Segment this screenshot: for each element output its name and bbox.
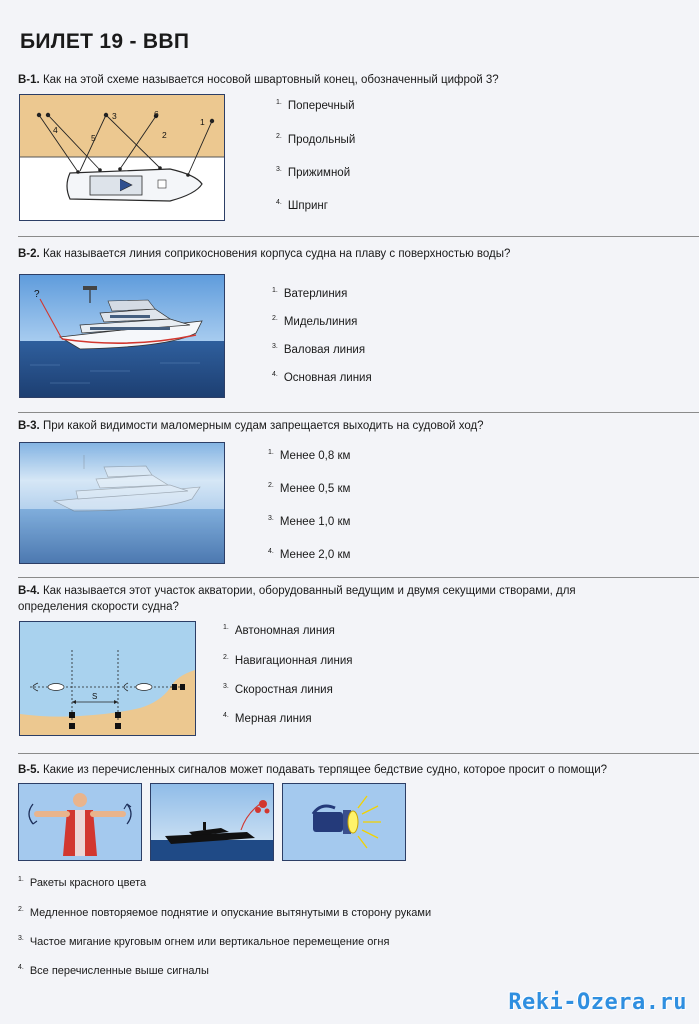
q1-answer-4[interactable] bbox=[276, 199, 328, 212]
q5-answer-4[interactable] bbox=[18, 964, 209, 977]
line-label-6: 6 bbox=[154, 109, 159, 119]
q2-answer-2[interactable] bbox=[272, 315, 357, 328]
q2-answer-1-text: Ватерлиния bbox=[283, 288, 348, 300]
q4-answer-4-number: 4. bbox=[223, 712, 229, 719]
q4-answer-4[interactable] bbox=[223, 712, 312, 725]
q5-answer-2[interactable] bbox=[18, 906, 431, 919]
q3-answer-1-text: Менее 0,8 км bbox=[279, 450, 351, 462]
separator bbox=[18, 412, 699, 413]
question-2 bbox=[18, 246, 688, 262]
q4-answer-3-text: Скоростная линия bbox=[234, 684, 333, 696]
q1-answer-1[interactable] bbox=[276, 99, 355, 112]
q4-answer-2[interactable] bbox=[223, 654, 352, 667]
line-label-5: 5 bbox=[91, 133, 96, 143]
q2-answer-4-number: 4. bbox=[272, 371, 278, 378]
q5-answer-1-text: Ракеты красного цвета bbox=[29, 877, 147, 889]
q4-answer-4-text: Мерная линия bbox=[234, 713, 312, 725]
q1-answer-4-number: 4. bbox=[276, 199, 282, 206]
waterline-picture bbox=[19, 274, 225, 398]
q3-answer-4-text: Менее 2,0 км bbox=[279, 549, 351, 561]
q1-answer-3[interactable] bbox=[276, 166, 350, 179]
question-4 bbox=[18, 583, 688, 615]
q2-answer-4-text: Основная линия bbox=[283, 372, 372, 384]
q5-answer-3-text: Частое мигание круговым огнем или вертикальное перемещение огня bbox=[29, 936, 390, 948]
question-5-text: Какие из перечисленных сигналов может подавать терпящее бедствие судно, которое просит о помощи? bbox=[42, 764, 608, 776]
question-3-number: В-3. bbox=[18, 420, 40, 432]
separator bbox=[18, 753, 699, 754]
waterline-question-mark: ? bbox=[34, 289, 40, 300]
q1-answer-4-text: Шпринг bbox=[287, 200, 328, 212]
q5-answer-1[interactable] bbox=[18, 876, 146, 889]
q5-answer-4-text: Все перечисленные выше сигналы bbox=[29, 965, 209, 977]
q5-answer-1-number: 1. bbox=[18, 876, 24, 883]
question-5-number: В-5. bbox=[18, 764, 40, 776]
line-label-2: 2 bbox=[162, 130, 167, 140]
question-2-text: Как называется линия соприкосновения корпуса судна на плаву с поверхностью воды? bbox=[42, 248, 511, 260]
q3-answer-4[interactable] bbox=[268, 548, 350, 561]
q2-answer-3-number: 3. bbox=[272, 343, 278, 350]
question-1-number: В-1. bbox=[18, 74, 40, 86]
q2-answer-1[interactable] bbox=[272, 287, 347, 300]
question-4-text-line-1: Как называется этот участок акватории, оборудованный ведущим и двумя секущими створами, для bbox=[42, 585, 576, 597]
arm-signal-picture bbox=[18, 783, 142, 861]
separator bbox=[18, 577, 699, 578]
q5-answer-4-number: 4. bbox=[18, 964, 24, 971]
q3-answer-2-number: 2. bbox=[268, 482, 274, 489]
visibility-picture bbox=[19, 442, 225, 564]
light-signal-picture bbox=[282, 783, 406, 861]
separator bbox=[18, 236, 699, 237]
question-2-number: В-2. bbox=[18, 248, 40, 260]
site-watermark: Reki-Ozera.ru bbox=[508, 990, 687, 1015]
q1-answer-3-text: Прижимной bbox=[287, 167, 351, 179]
q5-answer-2-number: 2. bbox=[18, 906, 24, 913]
flare-signal-picture bbox=[150, 783, 274, 861]
q5-answer-3-number: 3. bbox=[18, 935, 24, 942]
q1-answer-2[interactable] bbox=[276, 133, 355, 146]
line-label-3: 3 bbox=[112, 111, 117, 121]
q1-answer-2-number: 2. bbox=[276, 133, 282, 140]
q3-answer-3[interactable] bbox=[268, 515, 350, 528]
q1-answer-2-text: Продольный bbox=[287, 134, 356, 146]
q2-answer-3[interactable] bbox=[272, 343, 365, 356]
measured-mile-diagram bbox=[19, 621, 196, 736]
q3-answer-1[interactable] bbox=[268, 449, 350, 462]
question-5 bbox=[18, 762, 688, 778]
q5-answer-2-text: Медленное повторяемое поднятие и опускание вытянутыми в сторону руками bbox=[29, 907, 432, 919]
mooring-diagram bbox=[19, 94, 225, 221]
q3-answer-2-text: Менее 0,5 км bbox=[279, 483, 351, 495]
q4-answer-1[interactable] bbox=[223, 624, 335, 637]
ticket-title: БИЛЕТ 19 - ВВП bbox=[20, 30, 190, 53]
q5-answer-3[interactable] bbox=[18, 935, 389, 948]
q1-answer-1-text: Поперечный bbox=[287, 100, 355, 112]
q4-answer-1-text: Автономная линия bbox=[234, 625, 335, 637]
q2-answer-1-number: 1. bbox=[272, 287, 278, 294]
q2-answer-2-number: 2. bbox=[272, 315, 278, 322]
question-1 bbox=[18, 72, 688, 88]
q2-answer-4[interactable] bbox=[272, 371, 372, 384]
q3-answer-3-number: 3. bbox=[268, 515, 274, 522]
q2-answer-2-text: Мидельлиния bbox=[283, 316, 358, 328]
q4-answer-2-text: Навигационная линия bbox=[234, 655, 353, 667]
q1-answer-1-number: 1. bbox=[276, 99, 282, 106]
q3-answer-2[interactable] bbox=[268, 482, 350, 495]
line-label-4: 4 bbox=[53, 125, 58, 135]
q3-answer-4-number: 4. bbox=[268, 548, 274, 555]
q4-answer-3[interactable] bbox=[223, 683, 333, 696]
distance-label: S bbox=[92, 692, 98, 701]
q3-answer-1-number: 1. bbox=[268, 449, 274, 456]
q4-answer-1-number: 1. bbox=[223, 624, 229, 631]
q1-answer-3-number: 3. bbox=[276, 166, 282, 173]
question-1-text: Как на этой схеме называется носовой швартовный конец, обозначенный цифрой 3? bbox=[42, 74, 499, 86]
question-4-text-line-2: определения скорости судна? bbox=[18, 601, 179, 613]
question-4-number: В-4. bbox=[18, 585, 40, 597]
question-3 bbox=[18, 418, 688, 434]
q4-answer-2-number: 2. bbox=[223, 654, 229, 661]
q2-answer-3-text: Валовая линия bbox=[283, 344, 366, 356]
q4-answer-3-number: 3. bbox=[223, 683, 229, 690]
question-3-text: При какой видимости маломерным судам запрещается выходить на судовой ход? bbox=[42, 420, 484, 432]
q3-answer-3-text: Менее 1,0 км bbox=[279, 516, 351, 528]
line-label-1: 1 bbox=[200, 117, 205, 127]
